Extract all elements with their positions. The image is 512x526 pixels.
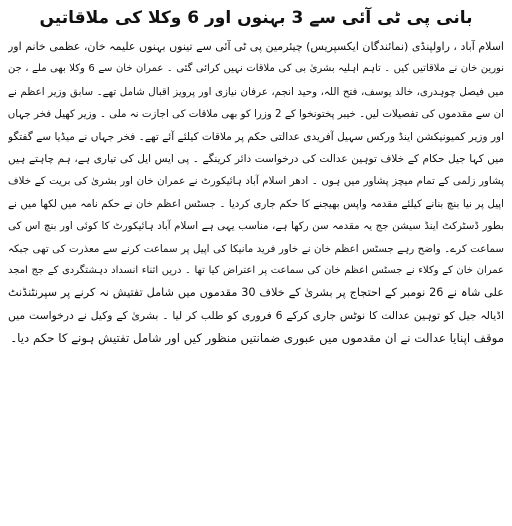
article-line: اپیل پر نیا بنچ بنانے کیلئے مقدمہ واپس بھیجنے کا حکم جاری کردیا ۔ جسٹس اعظم خان نے حکم نامہ میں لکھا میں نے [8,197,504,210]
article-line: بطور ڈسٹرکٹ اینڈ سیشن جج یہ مقدمہ سن رکھا ہے، مناسب یہی ہے اسلام آباد ہائیکورٹ کا کوئی اور بنچ اس کی [8,220,504,233]
article-line: سماعت کرے۔ واضح رہے جسٹس اعظم خان نے خاور فرید مانیکا کی اپیل پر سماعت کرنے سے معذرت کی تھی جبکہ [8,242,504,255]
article-line: ان سے مقدموں کی تفصیلات لیں۔ خیبر پختونخوا کے 2 وزرا کو بھی ملاقات کی اجازت نہ ملی ۔ وزیر کھیل فخر جہاں [8,108,504,121]
article-line: موقف اپنایا عدالت نے ان مقدموں میں عبوری ضمانتیں منظور کیں اور شامل تفتیش ہونے کا حکم دیا۔ [10,331,504,346]
article-line: اسلام آباد ، راولپنڈی (نمائندگان ایکسپریس) چیئرمین پی ٹی آئی سے تینوں بہنوں علیمہ خان، عظمی خانم اور [8,40,504,53]
article-line: میں فیصل چوہدری، خالد یوسف، فتح اللہ، وحید انجم، عرفان نیازی اور پرویز اقبال شامل تھے۔ سابق وزیر اعظم نے [8,85,504,98]
article-line: علی شاہ نے 26 نومبر کے احتجاج پر بشریٰ کے خلاف 30 مقدموں میں شامل تفتیش نہ کرنے پر سپرنٹنڈنٹ [8,286,504,300]
article-line: میں کہا جیل حکام کے خلاف توہین عدالت کی درخواست دائر کرینگے ۔ پی ایس ایل کی تیاری ہے، ہم چاہتے ہیں [8,152,504,165]
article-line: نورین خان نے ملاقاتیں کیں ۔ تاہم اہلیہ بشریٰ بی کی ملاقات نہیں کرائی گئی ۔ عمران خان سے 6 وکلا بھی ملے ، جن [8,63,504,75]
article-line: پشاور زلمی کے تمام میچز پشاور میں ہوں ۔ ادھر اسلام آباد ہائیکورٹ نے عمران خان اور بشریٰ کی بریت کے خلاف [8,175,504,188]
article-line: اڈیالہ جیل کو توہین عدالت کا نوٹس جاری کرکے 6 فروری کو طلب کر لیا ۔ بشریٰ کے وکیل نے درخواست میں [8,308,504,322]
article-line: اور وزیر کمیونیکشن اینڈ ورکس سہیل آفریدی عدالتی حکم پر ملاقات کیلئے آئے تھے۔ فخر جہاں نے میڈیا سے گفتگو [8,130,504,143]
article-headline: بانی پی ٹی آئی سے 3 بہنوں اور 6 وکلا کی ملاقاتیں [39,8,473,28]
article-line: عمران خان کے وکلاء نے جسٹس اعظم خان کی سماعت پر اعتراض کیا تھا ۔ دریں اثناء انسداد دہشتگردی کے جج امجد [8,264,504,276]
article-body [8,36,504,349]
